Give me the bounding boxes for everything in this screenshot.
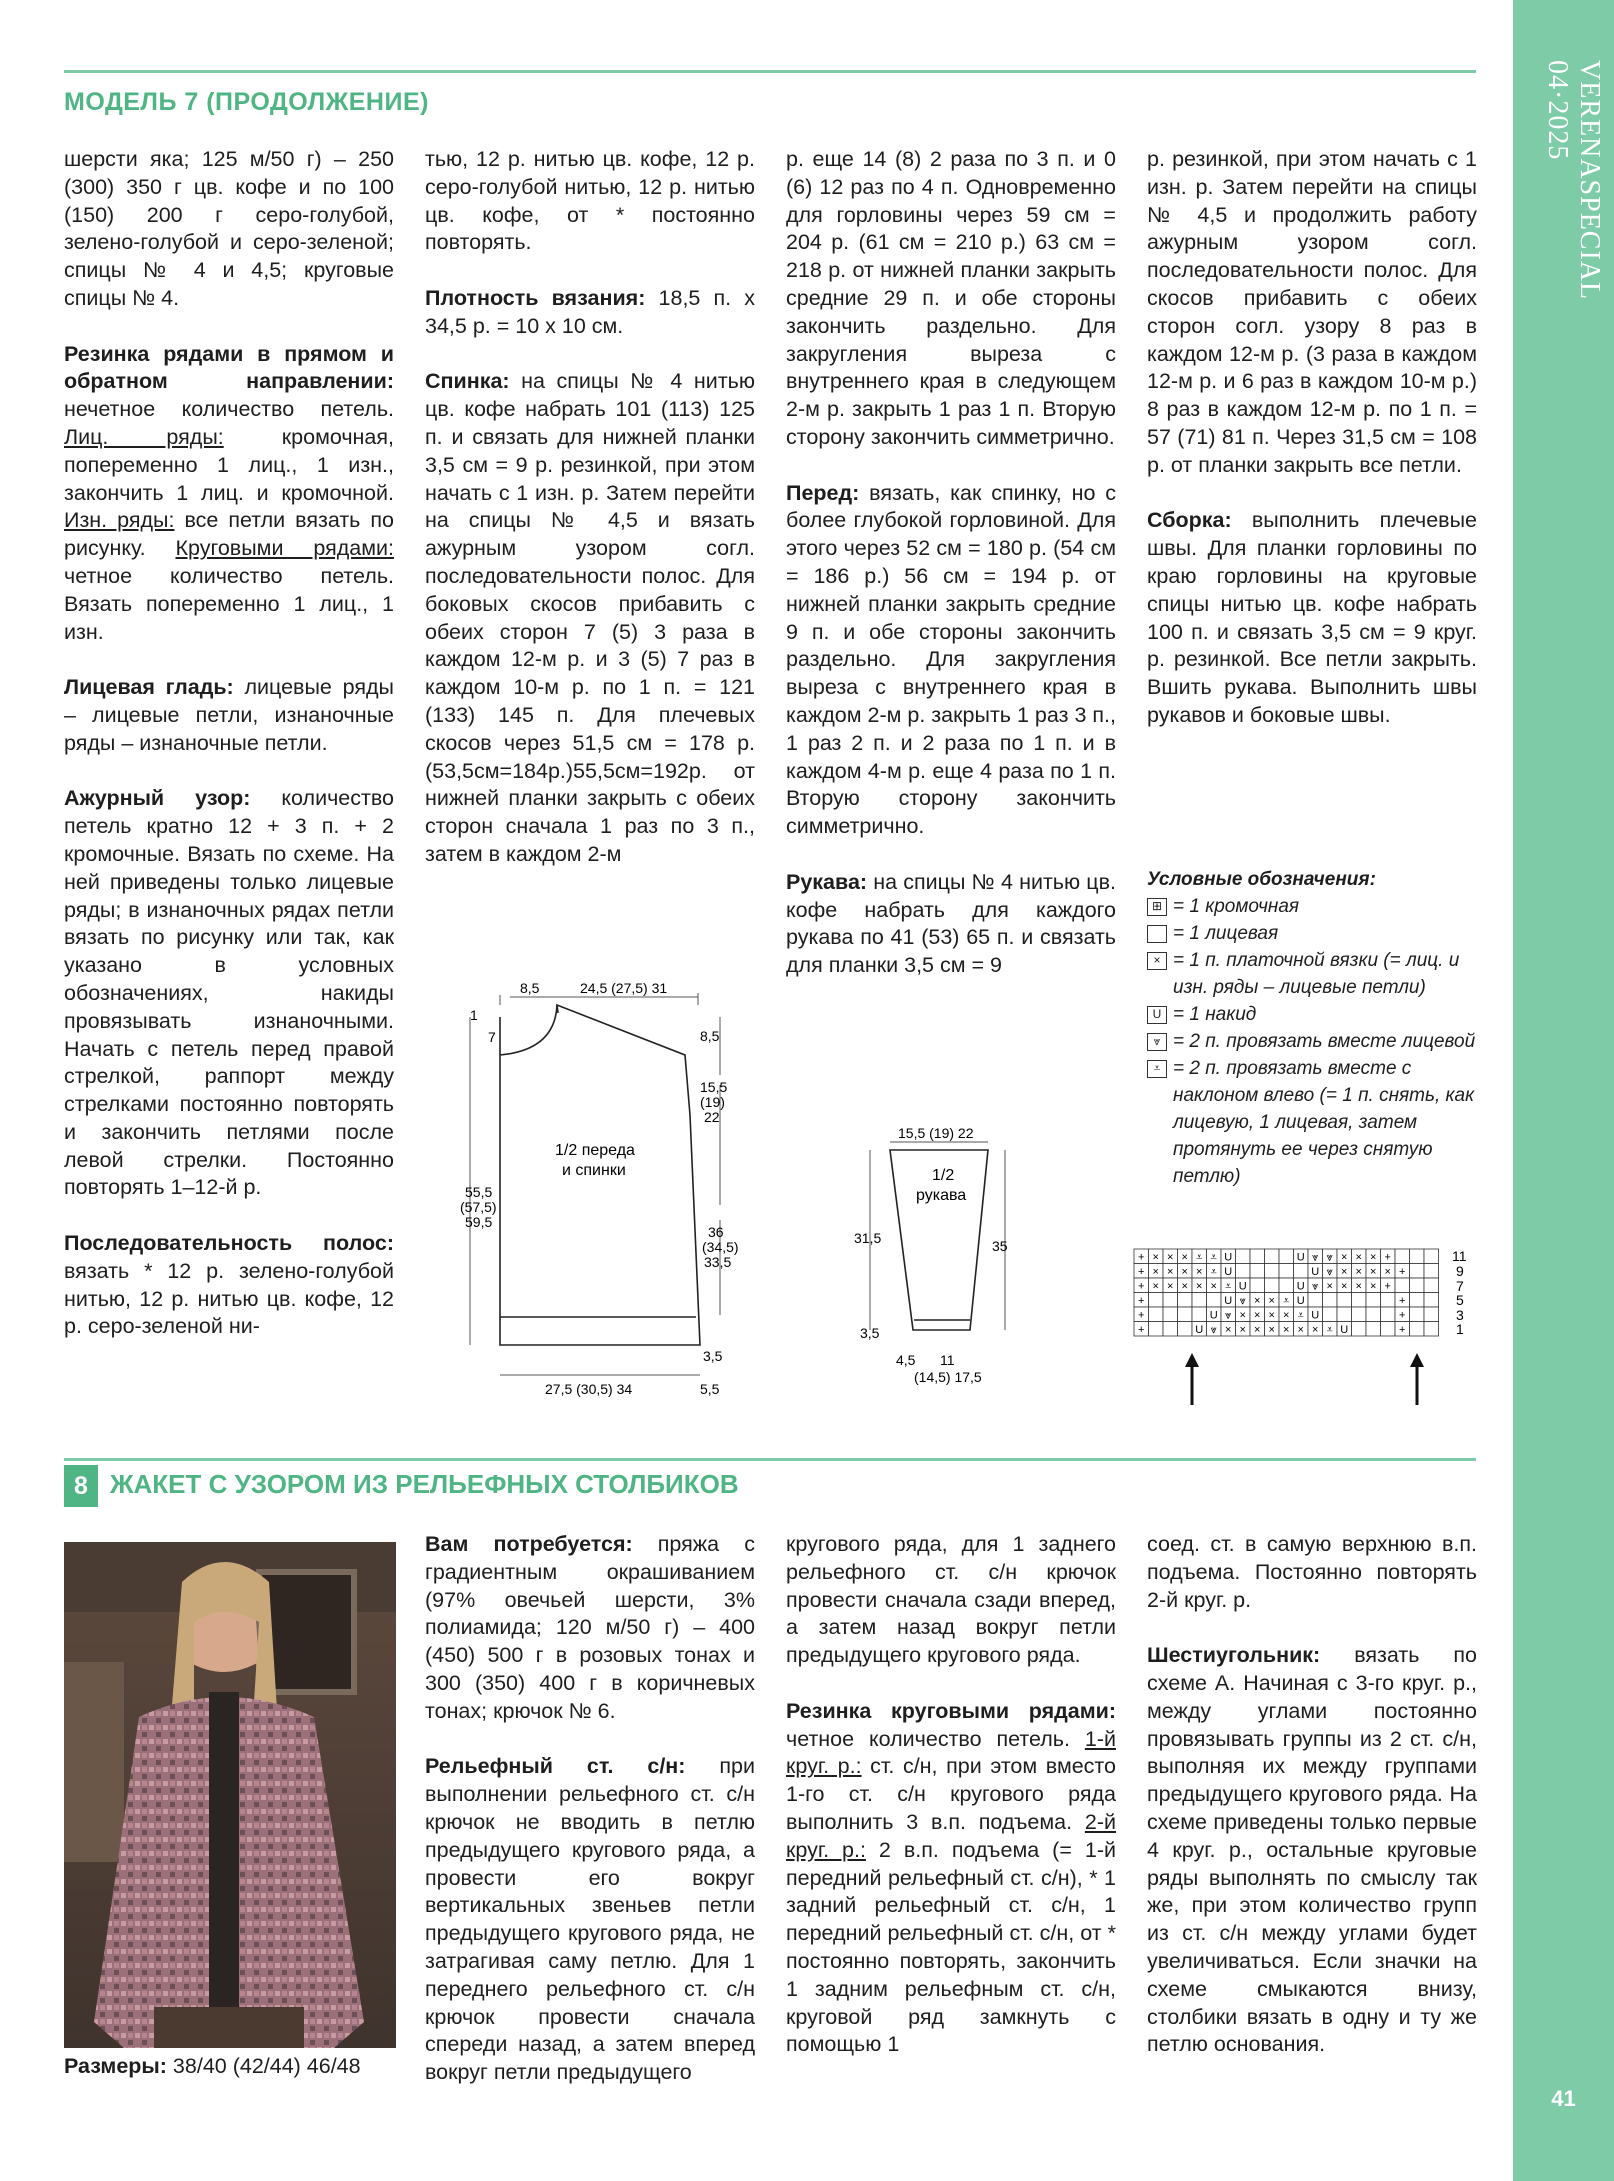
row-number: 5 — [1456, 1292, 1464, 1308]
dimension: 24,5 (27,5) 31 — [580, 980, 668, 996]
k2tog-symbol: ⩔ — [1147, 1033, 1167, 1051]
chart-cell — [1323, 1293, 1338, 1308]
chart-symbol: + — [1138, 1309, 1145, 1322]
schematic-label: 1/2 переда — [555, 1142, 635, 1159]
chart-symbol: ⩔ — [1210, 1324, 1217, 1336]
dimension: (57,5) — [460, 1199, 497, 1215]
chart-cell — [1410, 1307, 1425, 1322]
chart-symbol: × — [1239, 1324, 1246, 1336]
chart-symbol: × — [1254, 1324, 1261, 1336]
chart-symbol: + — [1399, 1324, 1406, 1336]
legend-item — [1147, 893, 1477, 920]
chart-cell — [1424, 1249, 1439, 1264]
chart-symbol: × — [1225, 1324, 1232, 1336]
text: при выполнении рельефного ст. с/н крючок не вводить в петлю предыдущего кругового ряда, а провести его вокруг вертикальных звеньев петли предыдущего кругового ряда, не затрагивая саму петлю. Для 1 переднего рельефного ст. с/н крючок провести сначала спереди назад, а затем вперед вокруг петли предыдущего — [425, 1754, 755, 2085]
text: лицевые ряды – лицевые петли, изнаночные ряды – изнаночные петли. — [64, 675, 394, 755]
chart-cell — [1149, 1307, 1164, 1322]
section8-column-2 — [425, 1531, 755, 2115]
paragraph-heading: Ажурный узор: — [64, 786, 251, 811]
dimension: 55,5 — [465, 1184, 493, 1200]
repeat-arrow-right — [1185, 1353, 1199, 1405]
chart-cell — [1178, 1307, 1193, 1322]
text: 18,5 п. х 34,5 р. = 10 х 10 см. — [425, 285, 756, 338]
chart-symbol: U — [1296, 1295, 1305, 1307]
legend-text: = 1 накид — [1173, 1004, 1257, 1025]
chart-symbol: × — [1355, 1251, 1362, 1264]
chart-symbol: U — [1296, 1280, 1305, 1293]
text: кромочная, попеременно 1 лиц., 1 изн., закончить 1 лиц. и кромочной. — [64, 424, 394, 505]
knit-stitch-symbol — [1147, 925, 1167, 943]
chart-symbol: + — [1138, 1295, 1145, 1307]
chart-symbol: ⩡ — [1210, 1266, 1217, 1278]
magazine-brand — [1513, 60, 1614, 390]
dimension: (34,5) — [702, 1239, 739, 1255]
lace-chart — [1130, 1245, 1475, 1415]
paragraph-heading: Рукава: — [786, 869, 868, 894]
paragraph: кругового ряда, для 1 заднего рельефного ст. с/н крючок провести сначала сзади вперед, а затем назад вокруг петли предыдущего кругового ряда. — [786, 1532, 1116, 1668]
paragraph — [425, 285, 755, 341]
paragraph: р. еще 14 (8) 2 раза по 3 п. и 0 (6) 12 раз по 4 п. Одновременно для горловины через 59 см = 204 р. (61 см = 210 р.) 63 см = 218 р. от нижней планки закрыть средние 29 п. и обе стороны закончить раздельно. Для закругления выреза с внутреннего края в следующем 2-м р. закрыть 1 раз 1 п. Вторую сторону закончить симметрично. — [786, 147, 1116, 449]
chart-cell — [1410, 1264, 1425, 1279]
dimension: 8,5 — [520, 980, 540, 996]
chart-cell — [1250, 1264, 1265, 1279]
section8-title: ЖАКЕТ С УЗОРОМ ИЗ РЕЛЬЕФНЫХ СТОЛБИКОВ — [110, 1469, 739, 1499]
chart-cell — [1279, 1249, 1294, 1264]
dimension: 4,5 — [896, 1352, 916, 1368]
text: четное количество петель. Вязать попеременно 1 лиц., 1 изн. — [64, 563, 394, 644]
dimension: 5,5 — [700, 1381, 720, 1397]
schematic-label: и спинки — [562, 1162, 626, 1179]
chart-symbol: × — [1341, 1266, 1348, 1278]
row-number: 3 — [1456, 1307, 1464, 1323]
chart-cell — [1294, 1264, 1309, 1279]
chart-cell — [1149, 1293, 1164, 1308]
chart-symbol: + — [1384, 1251, 1391, 1264]
legend — [1147, 866, 1477, 1190]
text: выполнить плечевые швы. Для планки горловины по краю горловины на круговые спицы нитью цв. кофе набрать 100 п. и связать 3,5 см = 9 круг. р. резинкой. Все петли закрыть. Вшить рукава. Выполнить швы рукавов и боковые швы. — [1147, 508, 1477, 727]
text: нечетное количество петель. — [64, 397, 394, 422]
chart-symbol: × — [1181, 1280, 1188, 1293]
chart-symbol: × — [1370, 1251, 1377, 1264]
chart-cell — [1366, 1322, 1381, 1337]
section8-number: 8 — [64, 1465, 98, 1507]
chart-symbol: U — [1296, 1251, 1305, 1264]
garter-stitch-symbol: × — [1147, 952, 1167, 970]
chart-symbol: × — [1268, 1309, 1275, 1322]
chart-cell — [1207, 1293, 1222, 1308]
section8-column-3 — [786, 1531, 1116, 2087]
chart-symbol: + — [1399, 1295, 1406, 1307]
chart-symbol: × — [1196, 1280, 1203, 1293]
legend-item — [1147, 947, 1477, 1001]
chart-symbol: × — [1210, 1280, 1217, 1293]
chart-symbol: + — [1138, 1251, 1145, 1264]
paragraph-heading: Последовательность полос: — [64, 1231, 394, 1256]
dimension: 7 — [488, 1029, 496, 1045]
text: ст. с/н, при этом вместо 1-го ст. с/н кругового ряда выполнить 3 в.п. подъема. — [786, 1754, 1116, 1834]
chart-symbol: U — [1311, 1266, 1320, 1278]
underlined-term: Изн. ряды: — [64, 508, 175, 533]
chart-cell — [1337, 1307, 1352, 1322]
schematic-label: рукава — [916, 1187, 967, 1204]
dimension: 31,5 — [854, 1230, 882, 1246]
chart-cell — [1192, 1307, 1207, 1322]
chart-symbol: × — [1167, 1251, 1174, 1264]
chart-symbol: × — [1341, 1280, 1348, 1293]
underlined-term: 2-й круг. р.: — [786, 1809, 1116, 1862]
legend-item — [1147, 1055, 1477, 1190]
chart-symbol: + — [1399, 1266, 1406, 1278]
chart-cell — [1424, 1278, 1439, 1293]
dimension: 36 — [708, 1224, 724, 1240]
chart-cell — [1381, 1293, 1396, 1308]
dimension: 3,5 — [860, 1325, 880, 1341]
underlined-term: 1-й круг. р.: — [786, 1726, 1116, 1779]
chart-symbol: × — [1283, 1309, 1290, 1322]
chart-symbol: U — [1224, 1295, 1233, 1307]
dimension: 27,5 (30,5) 34 — [545, 1381, 633, 1397]
chart-cell — [1250, 1278, 1265, 1293]
legend-text: = 1 лицевая — [1173, 923, 1279, 944]
dimension: 11 — [940, 1352, 955, 1368]
text: вязать, как спинку, но с более глубокой горловиной. Для этого через 52 см = 180 р. (54 см = 186 р.) 56 см = 194 р. от нижней планки закрыть средние 9 п. и обе стороны закончить раздельно. Для закругления выреза с внутреннего края в каждом 2-м р. закрыть 1 раз 3 п., 1 раз 2 п. и 2 раза по 1 п. и в каждом 4-м р. еще 4 раза по 1 п. Вторую сторону закончить симметрично. — [786, 480, 1116, 839]
chart-symbol: ⩔ — [1239, 1295, 1246, 1307]
chart-symbol: ⩔ — [1326, 1266, 1333, 1278]
paragraph-heading: Плотность вязания: — [425, 285, 646, 310]
legend-title: Условные обозначения: — [1147, 869, 1376, 890]
text: четное количество петель. — [786, 1726, 1085, 1751]
row-number: 1 — [1456, 1321, 1464, 1337]
text: все петли вязать по рисунку. — [64, 508, 394, 561]
paragraph — [64, 2053, 394, 2081]
paragraph-heading: Размеры: — [64, 2054, 167, 2078]
paragraph: р. резинкой, при этом начать с 1 изн. р. Затем перейти на спицы № 4,5 и продолжить работу ажурным узором согл. последовательности полос. Для скосов прибавить с обеих сторон согл. узору 8 раз в каждом 12-м р. (3 раза в каждом 12-м р. и 6 раз в каждом 10-м р.) 8 раз в каждом 12-м р. по 1 п. = 57 (71) 81 п. Через 31,5 см = 108 р. от планки закрыть все петли. — [1147, 147, 1477, 477]
chart-symbol: × — [1326, 1280, 1333, 1293]
text-column-2 — [425, 146, 755, 897]
chart-symbol: ⩡ — [1196, 1251, 1203, 1264]
chart-symbol: × — [1355, 1266, 1362, 1278]
text: пряжа с градиентным окрашиванием (97% овечьей шерсти, 3% полиамида; 120 м/50 г) – 400 (450) 500 г в розовых тонах и 300 (350) 400 г в коричневых тонах; крючок № 6. — [425, 1532, 755, 1723]
chart-cell — [1308, 1293, 1323, 1308]
schematic-label: 1/2 — [932, 1167, 955, 1184]
row-number: 7 — [1456, 1278, 1464, 1294]
paragraph: тью, 12 р. нитью цв. кофе, 12 р. серо-голубой нитью, 12 р. нитью цв. кофе, от * постоянно повторять. — [425, 147, 755, 255]
chart-symbol: × — [1239, 1309, 1246, 1322]
text: 38/40 (42/44) 46/48 — [166, 2054, 361, 2078]
chart-grid — [1134, 1249, 1439, 1336]
chart-cell — [1178, 1293, 1193, 1308]
chart-symbol: ⩔ — [1312, 1251, 1319, 1264]
chart-symbol: + — [1138, 1280, 1145, 1293]
underlined-term: Лиц. ряды: — [64, 424, 224, 449]
chart-cell — [1236, 1264, 1251, 1279]
row-number: 9 — [1456, 1263, 1464, 1279]
paragraph-heading: Перед: — [786, 480, 860, 505]
text: 2 в.п. подъема (= 1-й передний рельефный ст. с/н), * 1 задний рельефный ст. с/н, 1 передний рельефный ст. с/н, от * постоянно повторять, закончить 1 задним рельефным ст. с/н, круговой ряд замкнуть с помощью 1 — [786, 1837, 1116, 2057]
text-column-4 — [1147, 146, 1477, 758]
chart-cell — [1265, 1249, 1280, 1264]
paragraph — [425, 1753, 755, 2087]
chart-symbol: × — [1370, 1280, 1377, 1293]
text: вязать * 12 р. зелено-голубой нитью, 12 р. нитью цв. кофе, 12 р. серо-зеленой ни- — [64, 1258, 394, 1339]
chart-symbol: × — [1152, 1251, 1159, 1264]
chart-symbol: × — [1167, 1280, 1174, 1293]
legend-text: = 1 п. платочной вязки (= лиц. и изн. ряды – лицевые петли) — [1173, 950, 1460, 998]
chart-symbol: U — [1224, 1251, 1233, 1264]
chart-cell — [1352, 1307, 1367, 1322]
chart-cell — [1279, 1264, 1294, 1279]
text: на спицы № 4 нитью цв. кофе набрать 101 (113) 125 п. и связать для нижней планки 3,5 см = 9 р. резинкой, при этом начать с 1 изн. р. Затем перейти на спицы № 4,5 и вязать ажурным узором согл. последовательности полос. Для боковых скосов прибавить с обеих сторон 7 (5) 3 раза в каждом 12-м р. и 3 (5) 7 раз в каждом 10-м р. по 1 п. = 121 (133) 145 п. Для плечевых скосов через 51,5 см = 178 р. (53,5см=184р.)55,5см=192р. от нижней планки закрыть с обеих сторон сначала 1 раз по 3 п., затем в каждом 2-м — [425, 369, 755, 866]
row-number: 11 — [1452, 1248, 1467, 1264]
chart-symbol: ⩡ — [1283, 1295, 1290, 1307]
sleeve-schematic — [840, 1120, 1040, 1400]
chart-symbol: ⩔ — [1225, 1309, 1232, 1322]
repeat-arrow-left — [1410, 1353, 1424, 1405]
chart-cell — [1366, 1293, 1381, 1308]
paragraph-heading: Резинка рядами в прямом и обратном направлении: — [64, 341, 394, 394]
chart-cell — [1250, 1249, 1265, 1264]
text: на спицы № 4 нитью цв. кофе набрать для каждого рукава по 41 (53) 65 п. и связать для планки 3,5 см = 9 — [786, 869, 1116, 978]
text: количество петель кратно 12 + 3 п. + 2 кромочные. Вязать по схеме. На ней приведены только лицевые ряды; в изнаночных рядах петли вязать по рисунку или так, как указано в условных обозначениях, накиды провязывать изнаночными. Начать с петель перед правой стрелкой, раппорт между стрелками постоянно повторять и закончить петлями после левой стрелки. Постоянно повторять 1–12-й р. — [64, 786, 394, 1200]
chart-cell — [1381, 1322, 1396, 1337]
chart-symbol: U — [1340, 1324, 1349, 1336]
chart-symbol: × — [1181, 1266, 1188, 1278]
chart-symbol: × — [1268, 1295, 1275, 1307]
paragraph-heading: Резинка круговыми рядами: — [786, 1698, 1116, 1723]
paragraph-heading: Сборка: — [1147, 508, 1232, 533]
dimension: 3,5 — [703, 1348, 723, 1364]
dimension: 59,5 — [465, 1214, 493, 1230]
chart-cell — [1163, 1322, 1178, 1337]
chart-symbol: ⩡ — [1210, 1251, 1217, 1264]
yarn-over-symbol: U — [1147, 1006, 1167, 1024]
chart-cell — [1395, 1249, 1410, 1264]
paragraph-heading: Рельефный ст. с/н: — [425, 1754, 686, 1779]
dimension: 22 — [704, 1109, 720, 1125]
chart-symbol: × — [1283, 1324, 1290, 1336]
paragraph — [425, 368, 755, 868]
dimension: 1 — [470, 1007, 478, 1023]
chart-cell — [1410, 1322, 1425, 1337]
chart-symbol: ⩡ — [1326, 1324, 1333, 1336]
legend-item — [1147, 1001, 1477, 1028]
chart-cell — [1366, 1307, 1381, 1322]
page-number: 41 — [1551, 2086, 1576, 2111]
dimension: 35 — [992, 1238, 1008, 1254]
chart-cell — [1410, 1278, 1425, 1293]
paragraph — [786, 480, 1116, 841]
chart-symbol: × — [1196, 1266, 1203, 1278]
chart-cell — [1424, 1307, 1439, 1322]
dimension: 8,5 — [700, 1028, 720, 1044]
sidebar — [1513, 0, 1614, 2181]
chart-symbol: U — [1224, 1266, 1233, 1278]
chart-cell — [1149, 1322, 1164, 1337]
chart-cell — [1178, 1322, 1193, 1337]
paragraph — [425, 1531, 755, 1726]
chart-symbol: × — [1370, 1266, 1377, 1278]
chart-cell — [1424, 1264, 1439, 1279]
section-title: МОДЕЛЬ 7 (ПРОДОЛЖЕНИЕ) — [64, 88, 429, 116]
paragraph — [1147, 1642, 1477, 2059]
chart-cell — [1323, 1307, 1338, 1322]
chart-cell — [1337, 1293, 1352, 1308]
chart-cell — [1163, 1293, 1178, 1308]
chart-symbol: × — [1167, 1266, 1174, 1278]
underlined-term: Круговыми рядами: — [175, 536, 394, 561]
chart-symbol: × — [1312, 1324, 1319, 1336]
chart-cell — [1265, 1278, 1280, 1293]
legend-text: = 2 п. провязать вместе с наклоном влево (= 1 п. снять, как лицевую, 1 лицевая, затем протянуть ее через снятую петлю) — [1173, 1058, 1475, 1187]
chart-symbol: + — [1384, 1280, 1391, 1293]
chart-symbol: ⩔ — [1312, 1280, 1319, 1293]
chart-symbol: U — [1238, 1280, 1247, 1293]
paragraph-heading: Спинка: — [425, 369, 510, 394]
chart-symbol: × — [1254, 1309, 1261, 1322]
text-column-3 — [786, 146, 1116, 1008]
body-schematic — [430, 975, 760, 1405]
paragraph-heading: Вам потребуется: — [425, 1532, 633, 1556]
chart-symbol: × — [1341, 1251, 1348, 1264]
legend-text: = 2 п. провязать вместе лицевой — [1173, 1031, 1476, 1052]
section8-rule — [64, 1458, 1476, 1461]
chart-symbol: × — [1355, 1280, 1362, 1293]
chart-symbol: × — [1384, 1266, 1391, 1278]
chart-symbol: + — [1399, 1309, 1406, 1322]
chart-cell — [1395, 1278, 1410, 1293]
chart-symbol: × — [1152, 1266, 1159, 1278]
chart-cell — [1410, 1293, 1425, 1308]
chart-cell — [1381, 1307, 1396, 1322]
model-photo — [64, 1542, 396, 2048]
text: вязать по схеме А. Начиная с 3-го круг. р., между углами постоянно провязывать группы из 2 ст. с/н, выполняя их между группами предыдущего кругового ряда. На схеме приведены только первые 4 круг. р., остальные круговые ряды выполнять по смыслу так же, при этом количество групп из ст. с/н между углами будет увеличиваться. Если значки на схеме смыкаются внизу, столбики вязать в одну и ту же петлю основания. — [1147, 1643, 1477, 2057]
paragraph — [64, 341, 394, 647]
chart-symbol: ⩔ — [1326, 1251, 1333, 1264]
paragraph: шерсти яка; 125 м/50 г) – 250 (300) 350 г цв. кофе и по 100 (150) 200 г серо-голубой, зелено-голубой и серо-зеленой; спицы № 4 и 4,5; круговые спицы № 4. — [64, 147, 394, 310]
chart-symbol: × — [1181, 1251, 1188, 1264]
paragraph — [786, 1698, 1116, 2059]
paragraph — [64, 785, 394, 1202]
paragraph: соед. ст. в самую верхнюю в.п. подъема. Постоянно повторять 2-й круг. р. — [1147, 1532, 1477, 1612]
chart-symbol: U — [1311, 1309, 1320, 1322]
paragraph — [64, 674, 394, 757]
chart-cell — [1279, 1278, 1294, 1293]
chart-symbol: U — [1195, 1324, 1204, 1336]
chart-cell — [1410, 1249, 1425, 1264]
text-column-1 — [64, 146, 394, 1369]
chart-symbol: + — [1138, 1266, 1145, 1278]
legend-item — [1147, 1028, 1477, 1055]
dimension: 15,5 (19) 22 — [898, 1125, 974, 1141]
chart-symbol: ⩡ — [1297, 1309, 1304, 1322]
sizes — [64, 2053, 394, 2109]
chart-cell — [1352, 1322, 1367, 1337]
chart-cell — [1424, 1293, 1439, 1308]
legend-text: = 1 кромочная — [1173, 896, 1300, 917]
paragraph — [786, 869, 1116, 980]
chart-cell — [1163, 1307, 1178, 1322]
dimension: 33,5 — [704, 1254, 732, 1270]
chart-symbol: U — [1209, 1309, 1218, 1322]
chart-cell — [1424, 1322, 1439, 1337]
chart-symbol: × — [1152, 1280, 1159, 1293]
edge-stitch-symbol: ⊞ — [1147, 898, 1167, 916]
brand-text: VERENASPECIAL 04·2025 — [1542, 60, 1605, 300]
section8-column-4 — [1147, 1531, 1477, 2087]
legend-item — [1147, 920, 1477, 947]
chart-symbol: × — [1268, 1324, 1275, 1336]
chart-symbol: × — [1254, 1295, 1261, 1307]
paragraph — [1147, 507, 1477, 729]
top-rule — [64, 70, 1476, 73]
chart-symbol: × — [1297, 1324, 1304, 1336]
paragraph-heading: Лицевая гладь: — [64, 675, 234, 700]
chart-symbol: ⩡ — [1225, 1280, 1232, 1293]
dimension: 15,5 — [700, 1079, 728, 1095]
paragraph-heading: Шестиугольник: — [1147, 1643, 1321, 1668]
ssk-symbol: ⩡ — [1147, 1060, 1167, 1078]
chart-cell — [1265, 1264, 1280, 1279]
chart-cell — [1352, 1293, 1367, 1308]
chart-cell — [1236, 1249, 1251, 1264]
chart-row-numbers — [1452, 1248, 1467, 1337]
dimension: (14,5) 17,5 — [914, 1369, 982, 1385]
dimension: (19) — [700, 1094, 725, 1110]
chart-symbol: + — [1138, 1324, 1145, 1336]
paragraph — [64, 1230, 394, 1341]
chart-cell — [1192, 1293, 1207, 1308]
